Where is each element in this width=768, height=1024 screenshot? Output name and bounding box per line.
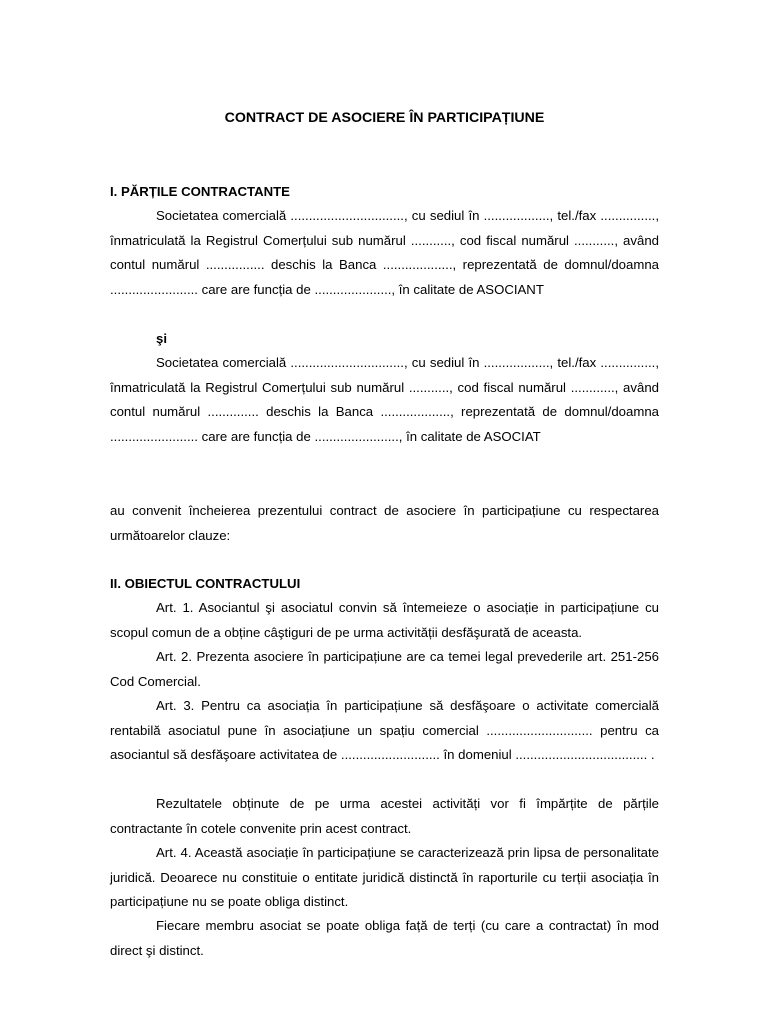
article-2-paragraph: Art. 2. Prezenta asociere în participațiune are ca temei legal prevederile art. 251-256 Cod Comercial. [110,649,659,689]
party-asociant-paragraph: Societatea comercială ..............................., cu sediul în .................., tel./fax ..............., înmatriculată la Registrul Comerțului sub numărul ..........., cod fiscal numărul ..........., având contul numărul ................ deschis la Banca ..................., reprezentată de domnul/doamna ........................ care are funcția de ....................., în calitate de ASOCIANT [110,208,659,297]
conjunction-si: şi [156,331,167,346]
section-heading-parties: I. PĂRȚILE CONTRACTANTE [110,184,290,199]
article-3-results-paragraph: Rezultatele obținute de pe urma acestei activități vor fi împărțite de părțile contractante în cotele convenite prin acest contract. [110,796,659,836]
agreement-paragraph: au convenit încheierea prezentului contract de asociere în participațiune cu respectarea următoarelor clauze: [110,503,659,543]
contract-title: CONTRACT DE ASOCIERE ÎN PARTICIPAȚIUNE [224,110,545,126]
article-4-member-paragraph: Fiecare membru asociat se poate obliga față de terți (cu care a contractat) în mod direct şi distinct. [110,918,659,958]
section-heading-object: II. OBIECTUL CONTRACTULUI [110,576,301,591]
party-asociat-paragraph: Societatea comercială ..............................., cu sediul în .................., tel./fax ..............., înmatriculată la Registrul Comerțului sub numărul ..........., cod fiscal numărul ............, având contul numărul .............. deschis la Banca ..................., reprezentată de domnul/doamna ........................ care are funcția de ......................., în calitate de ASOCIAT [110,355,659,444]
article-4-paragraph: Art. 4. Această asociație în participațiune se caracterizează prin lipsa de personalitate juridică. Deoarece nu constituie o entitate juridică distinctă în raporturile cu terții asociația în participațiune nu se poate obliga distinct. [110,845,659,909]
article-1-paragraph: Art. 1. Asociantul şi asociatul convin să întemeieze o asociație in participațiune cu scopul comun de a obține câştiguri de pe urma activității desfăşurată de aceasta. [110,600,659,640]
article-3-paragraph: Art. 3. Pentru ca asociația în participațiune să desfăşoare o activitate comercială rentabilă asociatul pune în asociațiune un spațiu comercial ............................. pentru ca asociantul să desfăşoare activitatea de ........................... în domeniul .................................... . [110,698,659,762]
document-page [110,0,659,1024]
